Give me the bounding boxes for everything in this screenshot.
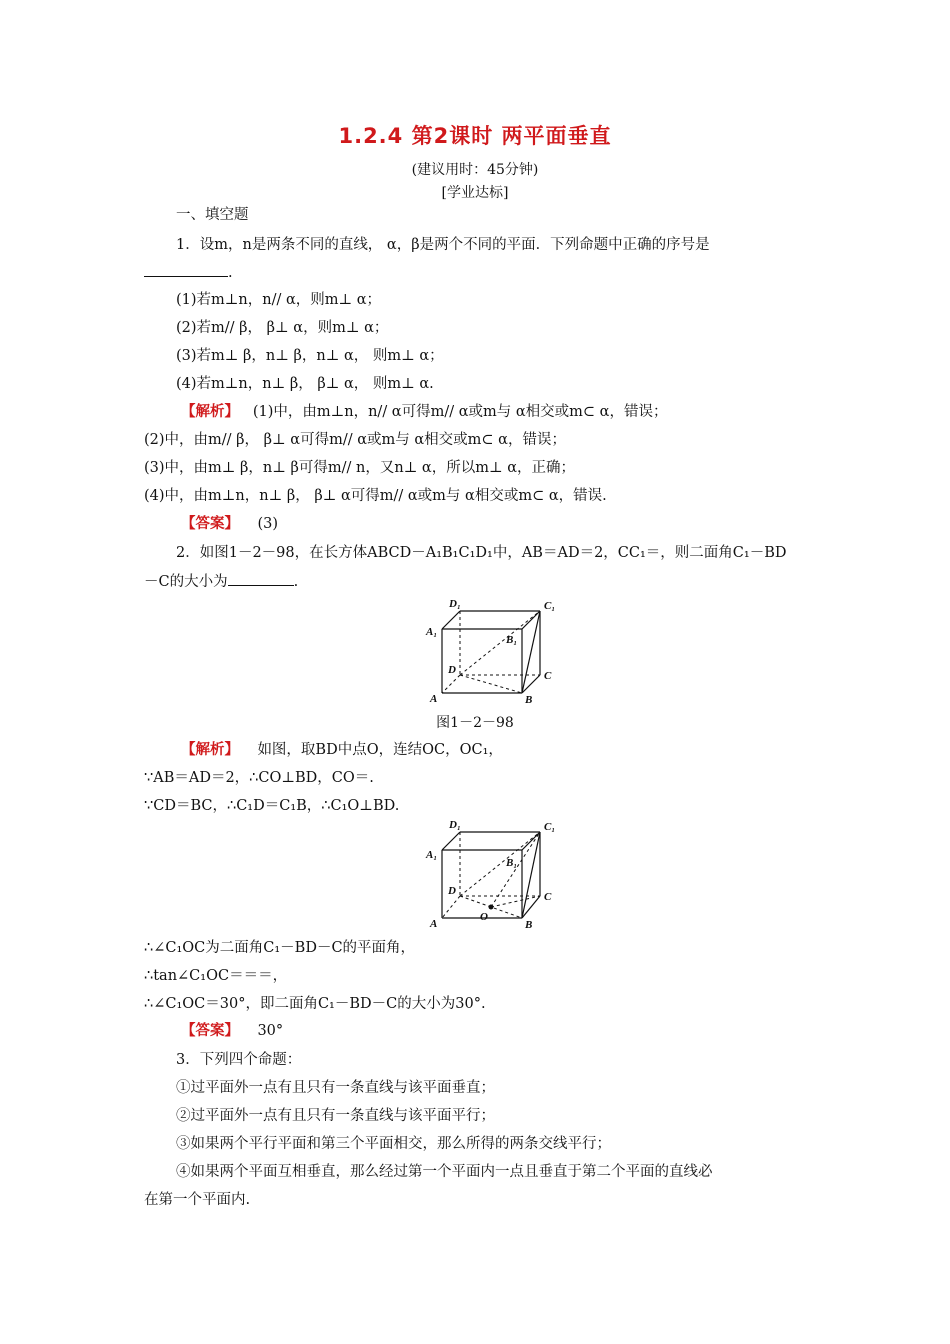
q1-option: (1)若m⊥n，n// α，则m⊥ α； (176, 292, 382, 308)
answer-blank (228, 571, 294, 586)
label-O: O (480, 911, 488, 923)
q2-analysis-line: ∵AB＝AD＝2，∴CO⊥BD，CO＝. (144, 770, 374, 786)
answer-tag: 【答案】 (181, 1023, 239, 1039)
figure-caption: 图1－2－98 (436, 715, 514, 731)
label-D1: D₁ (449, 598, 461, 610)
q1-analysis-line: (2)中，由m// β， β⊥ α可得m// α或m与 α相交或m⊂ α，错误； (144, 432, 566, 448)
q2-answer: 【答案】 30° (181, 1023, 284, 1039)
q2-analysis-line: ∵CD＝BC，∴C₁D＝C₁B，∴C₁O⊥BD. (144, 798, 400, 814)
answer-blank (144, 262, 228, 277)
label-B: B (525, 694, 533, 706)
q3-item: ①过平面外一点有且只有一条直线与该平面垂直； (176, 1080, 495, 1096)
analysis-tag: 【解析】 (181, 404, 239, 420)
label-A: A (430, 693, 438, 705)
cuboid-figure (420, 595, 560, 707)
q1-blank-line: . (144, 262, 233, 283)
label-C: C (544, 670, 552, 682)
time-hint: (建议用时：45分钟) (411, 162, 539, 178)
q3-item: ④如果两个平面互相垂直，那么经过第一个平面内一点且垂直于第二个平面的直线必 (176, 1164, 713, 1180)
answer-tag: 【答案】 (181, 516, 239, 532)
q1-stem: 1．设m，n是两条不同的直线， α，β是两个不同的平面．下列命题中正确的序号是 (176, 237, 710, 253)
label-B1: B₁ (506, 634, 518, 646)
label-D: D (448, 885, 456, 897)
q2-stem: 2．如图1－2－98，在长方体ABCD－A₁B₁C₁D₁中，AB＝AD＝2，CC₁＝，则二面角C₁－BD (176, 545, 787, 561)
section-label: [学业达标] (441, 185, 509, 201)
label-A1: A₁ (426, 849, 438, 861)
label-D: D (448, 664, 456, 676)
q2-analysis-line: 【解析】 如图，取BD中点O，连结OC，OC₁， (181, 742, 503, 758)
q2-stem-cont: －C的大小为 . (144, 571, 298, 592)
label-C: C (544, 891, 552, 903)
label-B: B (525, 919, 533, 930)
analysis-tag: 【解析】 (181, 742, 239, 758)
q1-answer: 【答案】 (3) (181, 516, 278, 532)
label-C1: C₁ (544, 821, 556, 833)
q1-option: (3)若m⊥ β，n⊥ β，n⊥ α， 则m⊥ α； (176, 348, 444, 364)
label-A: A (430, 918, 438, 930)
q3-item: ③如果两个平行平面和第三个平面相交，那么所得的两条交线平行； (176, 1136, 611, 1152)
label-B1: B₁ (506, 857, 518, 869)
q3-stem: 3．下列四个命题： (176, 1052, 302, 1068)
q1-analysis-line: 【解析】 (1)中，由m⊥n，n// α可得m// α或m与 α相交或m⊂ α，错误； (181, 404, 668, 420)
q3-item-cont: 在第一个平面内. (144, 1192, 251, 1208)
q2-analysis-line: ∴∠C₁OC＝30°，即二面角C₁－BD－C的大小为30°. (144, 996, 486, 1012)
page-title: 1.2.4 第2课时 两平面垂直 (338, 124, 612, 148)
q1-option: (4)若m⊥n，n⊥ β， β⊥ α， 则m⊥ α. (176, 376, 434, 392)
label-C1: C₁ (544, 600, 556, 612)
q2-analysis-line: ∴tan∠C₁OC＝＝＝， (144, 968, 288, 984)
q1-analysis-line: (3)中，由m⊥ β，n⊥ β可得m// n，又n⊥ α，所以m⊥ α，正确； (144, 460, 576, 476)
q1-option: (2)若m// β， β⊥ α，则m⊥ α； (176, 320, 389, 336)
point-O (489, 905, 494, 910)
cuboid-figure-with-O (420, 818, 560, 930)
part-heading: 一、填空题 (176, 207, 249, 223)
q3-item: ②过平面外一点有且只有一条直线与该平面平行； (176, 1108, 495, 1124)
label-D1: D₁ (449, 819, 461, 831)
label-A1: A₁ (426, 626, 438, 638)
q1-analysis-line: (4)中，由m⊥n，n⊥ β， β⊥ α可得m// α或m与 α相交或m⊂ α，错误. (144, 488, 607, 504)
q2-analysis-line: ∴∠C₁OC为二面角C₁－BD－C的平面角， (144, 940, 416, 956)
